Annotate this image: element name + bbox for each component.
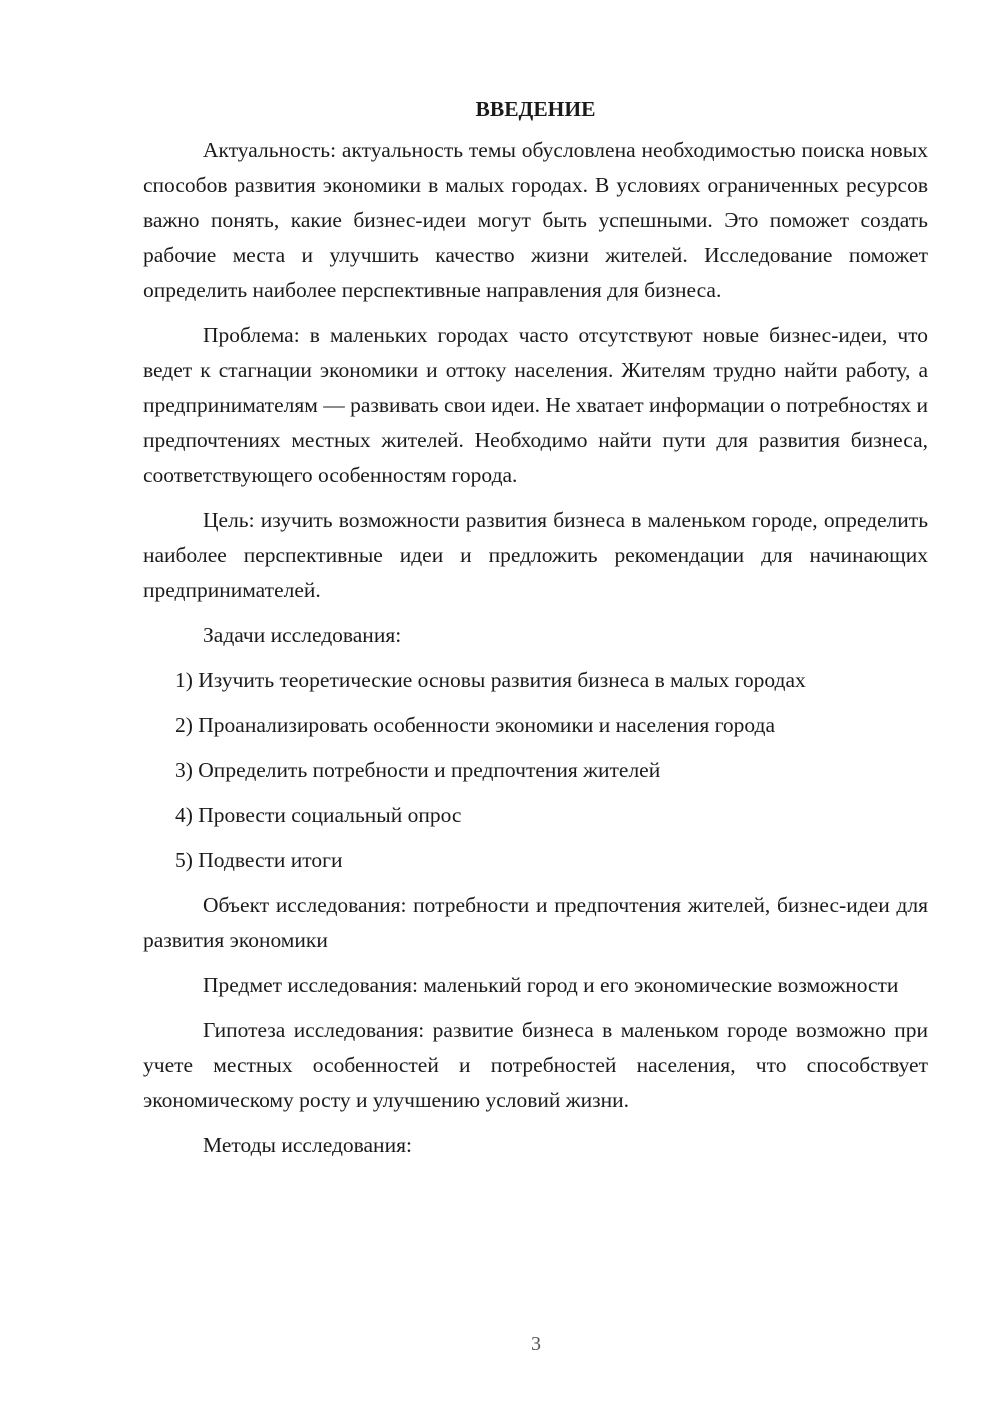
task-item: 5) Подвести итоги (175, 848, 343, 872)
task-item: 2) Проанализировать особенности экономики и населения города (175, 713, 775, 737)
document-page (143, 92, 928, 1173)
hypothesis-paragraph: Гипотеза исследования: развитие бизнеса в маленьком городе возможно при учете местных особенностей и потребностей населения, что способствует экономическому росту и улучшению условий жизни. (143, 1018, 928, 1112)
methods-heading: Методы исследования: (203, 1133, 412, 1157)
object-paragraph: Объект исследования: потребности и предпочтения жителей, бизнес-идеи для развития экономики (143, 893, 928, 952)
relevance-paragraph: Актуальность: актуальность темы обусловлена необходимостью поиска новых способов развития экономики в малых городах. В условиях ограниченных ресурсов важно понять, какие бизнес-идеи могут быть успешными. Это поможет создать рабочие места и улучшить качество жизни жителей. Исследование поможет определить наиболее перспективные направления для бизнеса. (143, 138, 928, 302)
goal-paragraph: Цель: изучить возможности развития бизнеса в маленьком городе, определить наиболее перспективные идеи и предложить рекомендации для начинающих предпринимателей. (143, 508, 928, 602)
problem-paragraph: Проблема: в маленьких городах часто отсутствуют новые бизнес-идеи, что ведет к стагнации экономики и оттоку населения. Жителям трудно найти работу, а предпринимателям — развивать свои идеи. Не хватает информации о потребностях и предпочтениях местных жителей. Необходимо найти пути для развития бизнеса, соответствующего особенностям города. (143, 323, 928, 487)
tasks-list (143, 663, 928, 878)
section-title: ВВЕДЕНИЕ (475, 97, 596, 121)
task-item: 1) Изучить теоретические основы развития бизнеса в малых городах (175, 668, 806, 692)
task-item: 3) Определить потребности и предпочтения жителей (175, 758, 661, 782)
subject-paragraph: Предмет исследования: маленький город и его экономические возможности (203, 973, 899, 997)
task-item: 4) Провести социальный опрос (175, 803, 462, 827)
page-number: 3 (531, 1333, 541, 1355)
tasks-heading: Задачи исследования: (203, 623, 402, 647)
